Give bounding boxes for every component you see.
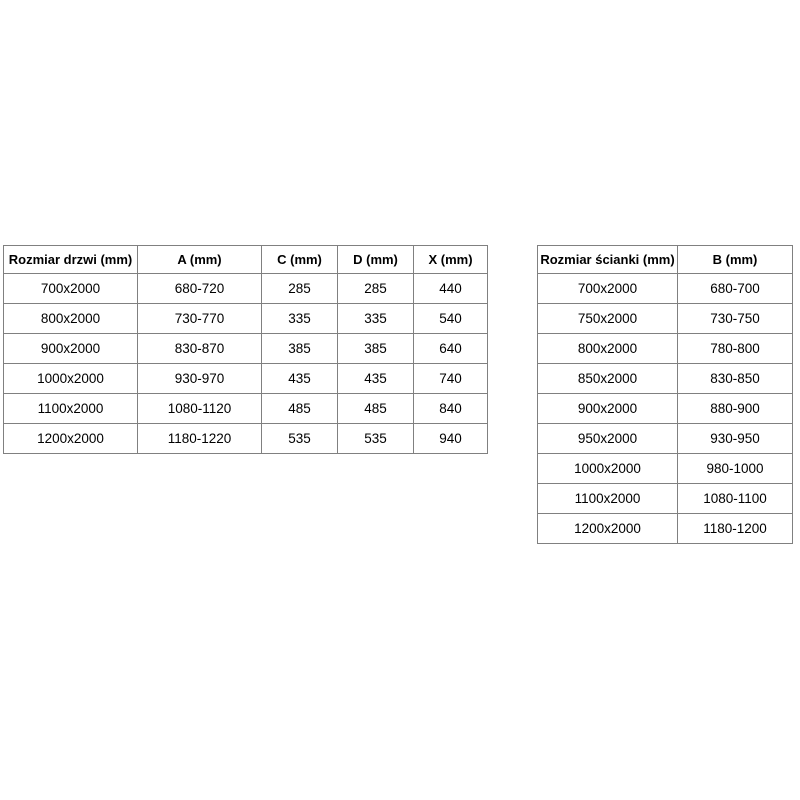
- table-cell: 900x2000: [538, 394, 678, 424]
- column-header: A (mm): [138, 246, 262, 274]
- table-cell: 680-700: [678, 274, 793, 304]
- table-cell: 1180-1220: [138, 424, 262, 454]
- table-cell: 800x2000: [538, 334, 678, 364]
- table-cell: 880-900: [678, 394, 793, 424]
- table-row: [538, 484, 793, 514]
- table-cell: 640: [414, 334, 488, 364]
- table-cell: 335: [338, 304, 414, 334]
- table-cell: 950x2000: [538, 424, 678, 454]
- table-cell: 285: [338, 274, 414, 304]
- table-cell: 540: [414, 304, 488, 334]
- table-row: [538, 334, 793, 364]
- table-cell: 840: [414, 394, 488, 424]
- column-header: X (mm): [414, 246, 488, 274]
- table-cell: 385: [262, 334, 338, 364]
- table-row: [4, 364, 488, 394]
- table-cell: 1100x2000: [538, 484, 678, 514]
- table-cell: 900x2000: [4, 334, 138, 364]
- table-cell: 1000x2000: [538, 454, 678, 484]
- table-row: [4, 424, 488, 454]
- table-row: [538, 304, 793, 334]
- table-cell: 940: [414, 424, 488, 454]
- table-row: [538, 424, 793, 454]
- table-row: [4, 304, 488, 334]
- table-row: [538, 364, 793, 394]
- table-cell: 780-800: [678, 334, 793, 364]
- column-header: D (mm): [338, 246, 414, 274]
- table-cell: 980-1000: [678, 454, 793, 484]
- table-row: [4, 334, 488, 364]
- table-cell: 385: [338, 334, 414, 364]
- table-cell: 750x2000: [538, 304, 678, 334]
- table-cell: 830-870: [138, 334, 262, 364]
- table-row: [538, 514, 793, 544]
- table-cell: 1200x2000: [4, 424, 138, 454]
- table-cell: 930-950: [678, 424, 793, 454]
- header-row: [4, 246, 488, 274]
- table-cell: 850x2000: [538, 364, 678, 394]
- table-cell: 740: [414, 364, 488, 394]
- table-row: [4, 394, 488, 424]
- table-row: [538, 394, 793, 424]
- table-cell: 700x2000: [538, 274, 678, 304]
- table-cell: 485: [262, 394, 338, 424]
- column-header: Rozmiar drzwi (mm): [4, 246, 138, 274]
- table-cell: 800x2000: [4, 304, 138, 334]
- column-header: Rozmiar ścianki (mm): [538, 246, 678, 274]
- table-cell: 435: [338, 364, 414, 394]
- table-cell: 930-970: [138, 364, 262, 394]
- door-dimensions-table: [3, 245, 488, 454]
- table-cell: 680-720: [138, 274, 262, 304]
- table-cell: 730-770: [138, 304, 262, 334]
- table-cell: 1100x2000: [4, 394, 138, 424]
- wall-dimensions-table: [537, 245, 793, 544]
- table-cell: 440: [414, 274, 488, 304]
- table-cell: 1200x2000: [538, 514, 678, 544]
- table-cell: 730-750: [678, 304, 793, 334]
- table-cell: 1000x2000: [4, 364, 138, 394]
- table-cell: 1080-1120: [138, 394, 262, 424]
- table-cell: 285: [262, 274, 338, 304]
- table-cell: 700x2000: [4, 274, 138, 304]
- table-cell: 535: [262, 424, 338, 454]
- table-cell: 335: [262, 304, 338, 334]
- header-row: [538, 246, 793, 274]
- table-cell: 535: [338, 424, 414, 454]
- table-cell: 1180-1200: [678, 514, 793, 544]
- table-row: [538, 274, 793, 304]
- column-header: B (mm): [678, 246, 793, 274]
- table-cell: 1080-1100: [678, 484, 793, 514]
- column-header: C (mm): [262, 246, 338, 274]
- table-cell: 435: [262, 364, 338, 394]
- table-row: [4, 274, 488, 304]
- table-row: [538, 454, 793, 484]
- table-cell: 830-850: [678, 364, 793, 394]
- table-cell: 485: [338, 394, 414, 424]
